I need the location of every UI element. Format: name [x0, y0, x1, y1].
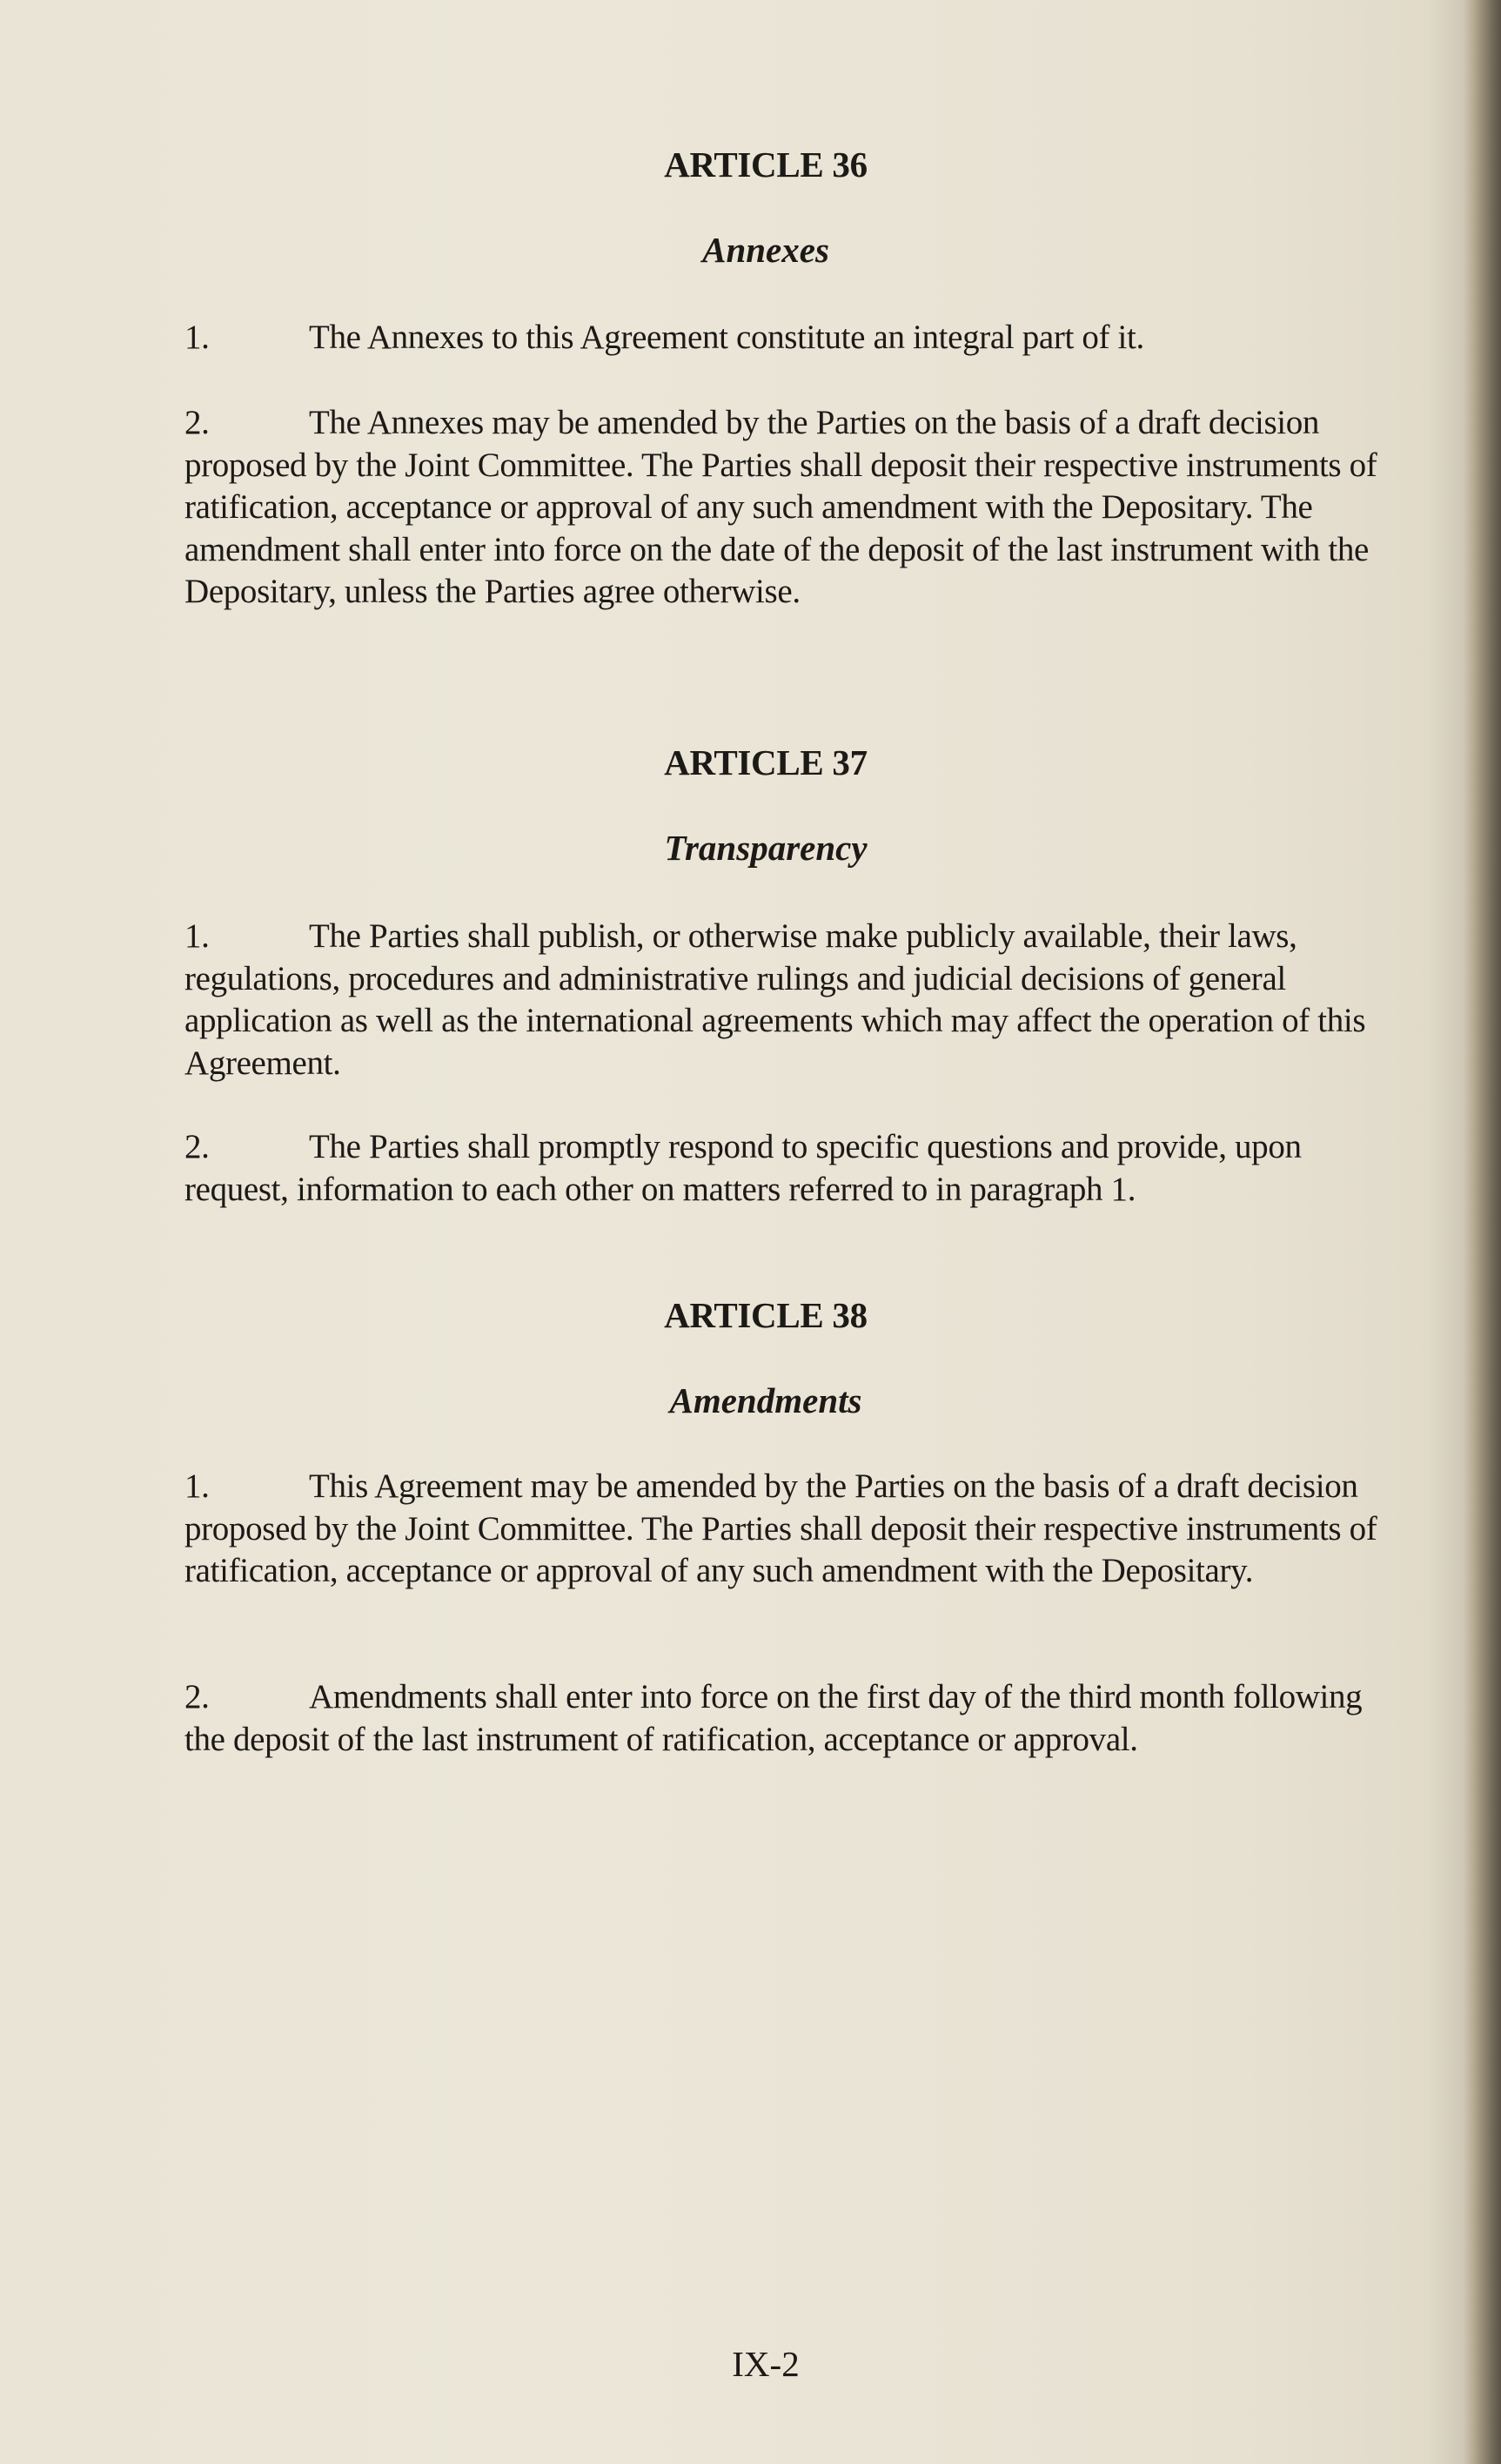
article-36-paragraph-2 — [184, 402, 1394, 614]
paragraph-text: The Annexes may be amended by the Parties on the basis of a draft decision proposed by the Joint Committee. The Parties shall deposit their respective instruments of ratification, acceptance or approval of any such amendment with the Depositary. The amendment shall enter into force on the date of the deposit of the last instrument with the Depositary, unless the Parties agree otherwise. — [184, 404, 1377, 610]
article-36-title: Annexes — [702, 230, 829, 270]
paragraph-text: The Parties shall publish, or otherwise make publicly available, their laws, regulations, procedures and administrative rulings and judicial decisions of general application as well as the international agreements which may affect the operation of this Agreement. — [184, 917, 1366, 1082]
page-fold-shadow — [1427, 0, 1464, 2464]
article-37-paragraph-2 — [184, 1126, 1394, 1211]
article-37-title: Transparency — [664, 828, 868, 868]
paragraph-number: 2. — [184, 1678, 210, 1715]
paragraph-text: Amendments shall enter into force on the first day of the third month following the deposit of the last instrument of ratification, acceptance or approval. — [184, 1678, 1363, 1758]
article-37-heading: ARTICLE 37 — [664, 742, 868, 782]
paragraph-number: 2. — [184, 1128, 210, 1165]
paragraph-number: 1. — [184, 319, 210, 356]
paragraph-text: This Agreement may be amended by the Parties on the basis of a draft decision proposed by the Joint Committee. The Parties shall deposit their respective instruments of ratification, acceptance or approval of any such amendment with the Depositary. — [184, 1467, 1377, 1589]
article-38-paragraph-1 — [184, 1466, 1394, 1593]
article-36-paragraph-1 — [184, 317, 1394, 359]
article-38-paragraph-2 — [184, 1676, 1394, 1761]
article-38-heading: ARTICLE 38 — [664, 1295, 868, 1335]
page-number: IX-2 — [732, 2344, 800, 2384]
article-38-title: Amendments — [669, 1380, 862, 1420]
paragraph-text: The Parties shall promptly respond to specific questions and provide, upon request, information to each other on matters referred to in paragraph 1. — [184, 1128, 1302, 1208]
paragraph-number: 1. — [184, 917, 210, 955]
article-37-paragraph-1 — [184, 916, 1394, 1084]
page-binding-edge — [1464, 0, 1501, 2464]
paragraph-number: 1. — [184, 1467, 210, 1505]
paragraph-number: 2. — [184, 404, 210, 441]
article-36-heading: ARTICLE 36 — [664, 144, 868, 185]
paragraph-text: The Annexes to this Agreement constitute an integral part of it. — [309, 319, 1144, 356]
